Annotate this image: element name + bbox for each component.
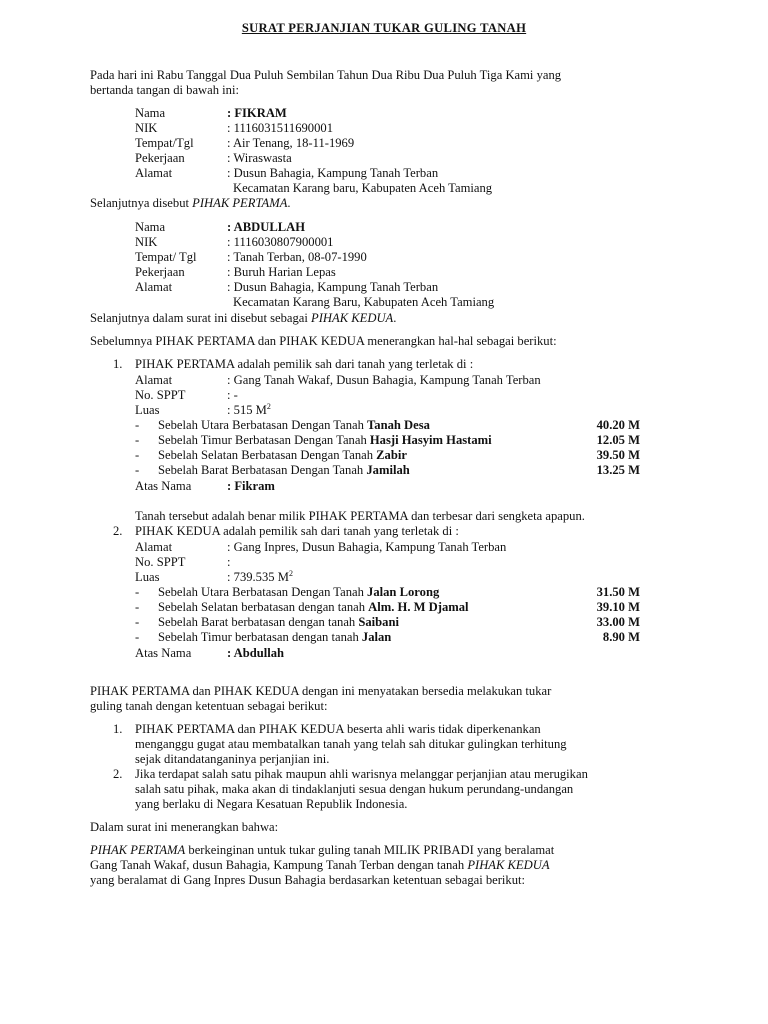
land-1-number: 1. xyxy=(113,357,123,371)
land-1-border-dash: - xyxy=(135,433,140,447)
term-2-line-3: yang berlaku di Negara Kesatuan Republik Indonesia. xyxy=(135,797,408,811)
land-2-border-east-length: 8.90 M xyxy=(602,630,640,644)
party-1-ttl: : Air Tenang, 18-11-1969 xyxy=(227,136,355,150)
party-1-name: : FIKRAM xyxy=(227,106,287,120)
land-2-border-dash: - xyxy=(135,630,140,644)
land-1-border-dash: - xyxy=(135,418,140,432)
land-2-border-dash: - xyxy=(135,600,140,614)
land-1-border-dash: - xyxy=(135,448,140,462)
land-2-border-south-length: 39.10 M xyxy=(596,600,640,614)
land-1-statement: Tanah tersebut adalah benar milik PIHAK PERTAMA dan terbesar dari sengketa apapun. xyxy=(135,509,585,523)
party-1-designation: Selanjutnya disebut PIHAK PERTAMA. xyxy=(90,196,291,210)
land-2-owner: : Abdullah xyxy=(227,646,285,660)
land-1-border-south-length: 39.50 M xyxy=(596,448,640,462)
land-2-border-east: Sebelah Timur berbatasan dengan tanah Jalan xyxy=(158,630,392,644)
land-1-area: : 515 $M^2$ xyxy=(227,401,271,417)
land-1-border-east: Sebelah Timur Berbatasan Dengan Tanah Hasji Hasyim Hastami xyxy=(158,433,492,447)
party-2-address-line-2: Kecamatan Karang Baru, Kabupaten Aceh Tamiang xyxy=(233,295,495,309)
land-1-border-east-length: 12.05 M xyxy=(596,433,640,447)
land-1-address-label: Alamat xyxy=(135,373,173,387)
intro-line-1: Pada hari ini Rabu Tanggal Dua Puluh Sembilan Tahun Dua Ribu Dua Puluh Tiga Kami yang xyxy=(90,68,562,82)
land-1-address: : Gang Tanah Wakaf, Dusun Bahagia, Kampung Tanah Terban xyxy=(227,373,541,387)
party-2-nik: : 1116030807900001 xyxy=(227,235,334,249)
party-1-nik: : 1116031511690001 xyxy=(227,121,333,135)
document-title: SURAT PERJANJIAN TUKAR GULING TANAH xyxy=(241,21,527,35)
term-1-line-3: sejak ditandatanganinya perjanjian ini. xyxy=(135,752,330,766)
closing-line-2: Gang Tanah Wakaf, dusun Bahagia, Kampung Tanah Terban dengan tanah PIHAK KEDUA xyxy=(90,858,550,872)
party-1-address-line-2: Kecamatan Karang baru, Kabupaten Aceh Tamiang xyxy=(233,181,493,195)
term-1-line-1: PIHAK PERTAMA dan PIHAK KEDUA beserta ahli waris tidak diperkenankan xyxy=(135,722,541,736)
land-2-border-north-length: 31.50 M xyxy=(596,585,640,599)
agreement-intro-line-1: PIHAK PERTAMA dan PIHAK KEDUA dengan ini menyatakan bersedia melakukan tukar xyxy=(90,684,552,698)
closing-line-1: PIHAK PERTAMA berkeinginan untuk tukar guling tanah MILIK PRIBADI yang beralamat xyxy=(90,843,555,857)
land-2-border-dash: - xyxy=(135,585,140,599)
land-1-border-south: Sebelah Selatan Berbatasan Dengan Tanah Zabir xyxy=(158,448,407,462)
preamble-statement: Sebelumnya PIHAK PERTAMA dan PIHAK KEDUA menerangkan hal-hal sebagai berikut: xyxy=(90,334,557,348)
land-2-area-label: Luas xyxy=(135,570,160,584)
party-1-job: : Wiraswasta xyxy=(227,151,292,165)
party-1-name-label: Nama xyxy=(135,106,166,120)
land-1-area-label: Luas xyxy=(135,403,160,417)
party-2-name: : ABDULLAH xyxy=(227,220,306,234)
land-1-border-west: Sebelah Barat Berbatasan Dengan Tanah Jamilah xyxy=(158,463,410,477)
party-2-ttl-label: Tempat/ Tgl xyxy=(135,250,197,264)
term-1-line-2: menganggu gugat atau membatalkan tanah yang telah sah ditukar gulingkan terhitung xyxy=(135,737,567,751)
land-2-owner-label: Atas Nama xyxy=(135,646,192,660)
land-1-sppt-label: No. SPPT xyxy=(135,388,186,402)
party-2-job-label: Pekerjaan xyxy=(135,265,185,279)
land-2-area: : 739.535 $M^2$ xyxy=(227,568,293,584)
party-1-address-line-1: : Dusun Bahagia, Kampung Tanah Terban xyxy=(227,166,439,180)
land-2-address-label: Alamat xyxy=(135,540,173,554)
party-1-nik-label: NIK xyxy=(135,121,158,135)
explanation-intro: Dalam surat ini menerangkan bahwa: xyxy=(90,820,279,834)
land-2-border-west-length: 33.00 M xyxy=(596,615,640,629)
party-2-ttl: : Tanah Terban, 08-07-1990 xyxy=(227,250,367,264)
agreement-intro-line-2: guling tanah dengan ketentuan sebagai berikut: xyxy=(90,699,328,713)
land-1-border-north-length: 40.20 M xyxy=(596,418,640,432)
land-1-heading: PIHAK PERTAMA adalah pemilik sah dari tanah yang terletak di : xyxy=(135,357,474,371)
party-2-designation: Selanjutnya dalam surat ini disebut sebagai PIHAK KEDUA. xyxy=(90,311,397,325)
closing-line-3: yang beralamat di Gang Inpres Dusun Bahagia berdasarkan ketentuan sebagai berikut: xyxy=(90,873,526,887)
party-2-name-label: Nama xyxy=(135,220,166,234)
land-2-sppt: : xyxy=(227,555,231,569)
term-2-line-1: Jika terdapat salah satu pihak maupun ahli warisnya melanggar perjanjian atau merugikan xyxy=(135,767,588,781)
term-1-number: 1. xyxy=(113,722,123,736)
land-2-border-north: Sebelah Utara Berbatasan Dengan Tanah Jalan Lorong xyxy=(158,585,440,599)
land-2-number: 2. xyxy=(113,524,123,538)
land-1-sppt: : - xyxy=(227,388,238,402)
land-2-heading: PIHAK KEDUA adalah pemilik sah dari tanah yang terletak di : xyxy=(135,524,459,538)
party-2-job: : Buruh Harian Lepas xyxy=(227,265,336,279)
party-1-job-label: Pekerjaan xyxy=(135,151,185,165)
term-2-number: 2. xyxy=(113,767,123,781)
land-2-border-dash: - xyxy=(135,615,140,629)
land-1-border-dash: - xyxy=(135,463,140,477)
term-2-line-2: salah satu pihak, maka akan di tindaklanjuti sesua dengan hukum perundang-undangan xyxy=(135,782,574,796)
party-2-address-label: Alamat xyxy=(135,280,173,294)
party-2-address-line-1: : Dusun Bahagia, Kampung Tanah Terban xyxy=(227,280,439,294)
party-1-ttl-label: Tempat/Tgl xyxy=(135,136,194,150)
party-2-nik-label: NIK xyxy=(135,235,158,249)
land-1-border-north: Sebelah Utara Berbatasan Dengan Tanah Tanah Desa xyxy=(158,418,430,432)
land-1-owner-label: Atas Nama xyxy=(135,479,192,493)
land-1-border-west-length: 13.25 M xyxy=(596,463,640,477)
land-2-border-south: Sebelah Selatan berbatasan dengan tanah Alm. H. M Djamal xyxy=(158,600,469,614)
land-2-sppt-label: No. SPPT xyxy=(135,555,186,569)
party-1-address-label: Alamat xyxy=(135,166,173,180)
land-1-owner: : Fikram xyxy=(227,479,275,493)
intro-line-2: bertanda tangan di bawah ini: xyxy=(90,83,239,97)
land-2-address: : Gang Inpres, Dusun Bahagia, Kampung Tanah Terban xyxy=(227,540,507,554)
land-2-border-west: Sebelah Barat berbatasan dengan tanah Saibani xyxy=(158,615,399,629)
